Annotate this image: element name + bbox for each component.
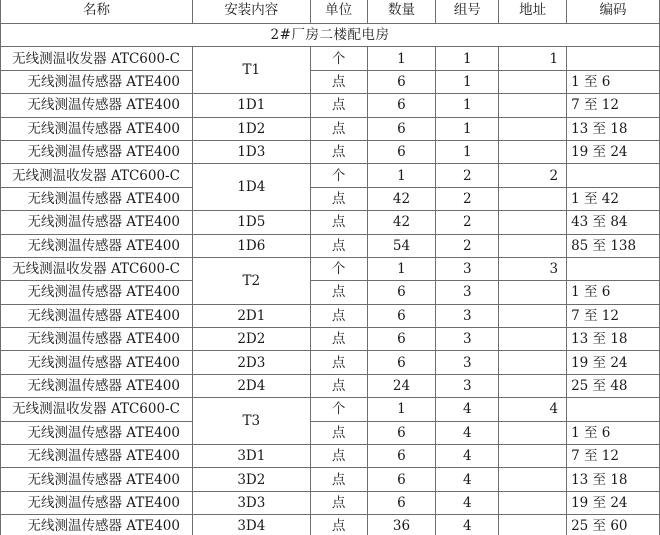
cell-address[interactable] [499,468,567,491]
cell-quantity[interactable]: 6 [367,445,436,468]
cell-name[interactable]: 无线测温传感器 ATE400 [1,515,193,535]
cell-quantity[interactable]: 6 [367,351,436,374]
cell-address[interactable] [499,445,567,468]
table-row [1,70,660,93]
cell-code[interactable]: 13 至 18 [567,468,660,491]
cell-group[interactable]: 2 [436,164,499,187]
cell-unit[interactable]: 点 [310,328,367,351]
cell-name[interactable]: 无线测温传感器 ATE400 [1,304,193,327]
table-row [1,328,660,351]
table-row [1,164,660,187]
cell-group[interactable]: 3 [436,328,499,351]
cell-group[interactable]: 2 [436,234,499,257]
cell-quantity[interactable]: 6 [367,491,436,514]
cell-group[interactable]: 3 [436,374,499,397]
cell-name[interactable]: 无线测温传感器 ATE400 [1,445,193,468]
cell-group[interactable]: 2 [436,187,499,210]
cell-address[interactable]: 3 [499,257,567,280]
cell-code[interactable]: 25 至 48 [567,374,660,397]
table-row [1,211,660,234]
cell-address[interactable]: 1 [499,47,567,70]
cell-name[interactable]: 无线测温传感器 ATE400 [1,211,193,234]
cell-group[interactable]: 4 [436,515,499,535]
cell-quantity[interactable]: 6 [367,94,436,117]
cell-name[interactable]: 无线测温传感器 ATE400 [1,468,193,491]
cell-address[interactable] [499,491,567,514]
cell-name[interactable]: 无线测温传感器 ATE400 [1,421,193,444]
cell-location[interactable]: 2D1 [192,304,310,327]
cell-unit[interactable]: 点 [310,94,367,117]
cell-quantity[interactable]: 6 [367,70,436,93]
cell-name[interactable]: 无线测温收发器 ATC600-C [1,257,193,280]
cell-group[interactable]: 4 [436,491,499,514]
cell-code[interactable]: 1 至 6 [567,421,660,444]
cell-code[interactable]: 19 至 24 [567,351,660,374]
cell-unit[interactable]: 个 [310,257,367,280]
cell-unit[interactable]: 点 [310,304,367,327]
cell-location[interactable]: 3D2 [192,468,310,491]
cell-unit[interactable]: 点 [310,515,367,535]
cell-name[interactable]: 无线测温传感器 ATE400 [1,281,193,304]
header-row [1,0,660,24]
cell-address[interactable]: 2 [499,164,567,187]
cell-address[interactable] [499,117,567,140]
cell-name[interactable]: 无线测温传感器 ATE400 [1,328,193,351]
cell-location[interactable]: 1D4 [192,164,310,211]
cell-address[interactable] [499,187,567,210]
cell-group[interactable]: 1 [436,140,499,163]
cell-unit[interactable]: 点 [310,211,367,234]
cell-name[interactable]: 无线测温收发器 ATC600-C [1,398,193,421]
section-row [1,24,660,47]
cell-unit[interactable]: 点 [310,421,367,444]
cell-address[interactable] [499,421,567,444]
cell-location[interactable]: 2D3 [192,351,310,374]
cell-name[interactable]: 无线测温传感器 ATE400 [1,117,193,140]
table-row [1,47,660,70]
cell-location[interactable]: 3D1 [192,445,310,468]
cell-unit[interactable]: 点 [310,351,367,374]
cell-location[interactable]: 1D6 [192,234,310,257]
header-address[interactable]: 地址 [499,0,567,24]
cell-name[interactable]: 无线测温传感器 ATE400 [1,234,193,257]
cell-group[interactable]: 3 [436,351,499,374]
cell-location[interactable]: T1 [192,47,310,94]
cell-quantity[interactable]: 36 [367,515,436,535]
table-row [1,304,660,327]
table-row [1,257,660,280]
cell-address[interactable] [499,374,567,397]
header-location[interactable]: 安装内容 [192,0,310,24]
table-row [1,187,660,210]
cell-unit[interactable]: 个 [310,164,367,187]
header-unit[interactable]: 单位 [310,0,367,24]
cell-name[interactable]: 无线测温收发器 ATC600-C [1,164,193,187]
cell-unit[interactable]: 点 [310,491,367,514]
cell-unit[interactable]: 点 [310,70,367,93]
table-row [1,117,660,140]
cell-unit[interactable]: 点 [310,468,367,491]
cell-code[interactable]: 19 至 24 [567,491,660,514]
cell-quantity[interactable]: 6 [367,328,436,351]
table-row [1,94,660,117]
header-name[interactable]: 名称 [1,0,193,24]
cell-code[interactable]: 85 至 138 [567,234,660,257]
cell-unit[interactable]: 个 [310,47,367,70]
header-code[interactable]: 编码 [567,0,660,24]
cell-unit[interactable]: 点 [310,445,367,468]
cell-quantity[interactable]: 1 [367,164,436,187]
table-row [1,351,660,374]
cell-group[interactable]: 1 [436,47,499,70]
cell-unit[interactable]: 点 [310,117,367,140]
cell-quantity[interactable]: 54 [367,234,436,257]
cell-quantity[interactable]: 6 [367,140,436,163]
cell-location[interactable]: 1D5 [192,211,310,234]
cell-group[interactable]: 1 [436,70,499,93]
cell-unit[interactable]: 点 [310,140,367,163]
table-row [1,421,660,444]
table-row [1,281,660,304]
cell-name[interactable]: 无线测温收发器 ATC600-C [1,47,193,70]
cell-address[interactable] [499,211,567,234]
cell-code[interactable]: 7 至 12 [567,445,660,468]
cell-name[interactable]: 无线测温传感器 ATE400 [1,187,193,210]
cell-code[interactable] [567,164,660,187]
cell-unit[interactable]: 个 [310,398,367,421]
cell-code[interactable]: 1 至 42 [567,187,660,210]
cell-location[interactable]: 3D4 [192,515,310,535]
cell-location[interactable]: 1D2 [192,117,310,140]
cell-code[interactable]: 13 至 18 [567,328,660,351]
cell-code[interactable]: 7 至 12 [567,304,660,327]
table-row [1,374,660,397]
cell-address[interactable] [499,515,567,535]
cell-name[interactable]: 无线测温传感器 ATE400 [1,140,193,163]
cell-location[interactable]: 2D4 [192,374,310,397]
cell-code[interactable]: 13 至 18 [567,117,660,140]
cell-quantity[interactable]: 1 [367,257,436,280]
cell-location[interactable]: 1D3 [192,140,310,163]
cell-group[interactable]: 3 [436,281,499,304]
cell-location[interactable]: 2D2 [192,328,310,351]
cell-unit[interactable]: 点 [310,374,367,397]
cell-quantity[interactable]: 6 [367,117,436,140]
cell-unit[interactable]: 点 [310,281,367,304]
header-quantity[interactable]: 数量 [367,0,436,24]
cell-name[interactable]: 无线测温传感器 ATE400 [1,374,193,397]
cell-quantity[interactable]: 24 [367,374,436,397]
cell-quantity[interactable]: 1 [367,47,436,70]
cell-group[interactable]: 3 [436,304,499,327]
cell-code[interactable] [567,47,660,70]
cell-address[interactable] [499,140,567,163]
cell-name[interactable]: 无线测温传感器 ATE400 [1,491,193,514]
cell-quantity[interactable]: 6 [367,281,436,304]
cell-code[interactable]: 1 至 6 [567,281,660,304]
cell-address[interactable] [499,328,567,351]
cell-address[interactable]: 4 [499,398,567,421]
table-row [1,140,660,163]
cell-quantity[interactable]: 6 [367,304,436,327]
cell-group[interactable]: 4 [436,421,499,444]
cell-group[interactable]: 4 [436,468,499,491]
header-group[interactable]: 组号 [436,0,499,24]
cell-location[interactable]: T2 [192,257,310,304]
cell-address[interactable] [499,281,567,304]
cell-address[interactable] [499,94,567,117]
cell-quantity[interactable]: 42 [367,211,436,234]
cell-code[interactable]: 19 至 24 [567,140,660,163]
cell-location[interactable]: 3D3 [192,491,310,514]
cell-quantity[interactable]: 6 [367,468,436,491]
cell-address[interactable] [499,304,567,327]
cell-name[interactable]: 无线测温传感器 ATE400 [1,70,193,93]
cell-quantity[interactable]: 6 [367,421,436,444]
cell-group[interactable]: 4 [436,398,499,421]
cell-location[interactable]: 1D1 [192,94,310,117]
cell-unit[interactable]: 点 [310,187,367,210]
cell-group[interactable]: 3 [436,257,499,280]
cell-unit[interactable]: 点 [310,234,367,257]
cell-group[interactable]: 1 [436,117,499,140]
table-row [1,445,660,468]
cell-address[interactable] [499,70,567,93]
table-row [1,468,660,491]
table-row [1,515,660,535]
cell-code[interactable] [567,257,660,280]
cell-code[interactable]: 25 至 60 [567,515,660,535]
cell-code[interactable] [567,398,660,421]
cell-code[interactable]: 43 至 84 [567,211,660,234]
cell-group[interactable]: 2 [436,211,499,234]
cell-quantity[interactable]: 1 [367,398,436,421]
cell-name[interactable]: 无线测温传感器 ATE400 [1,351,193,374]
cell-code[interactable]: 1 至 6 [567,70,660,93]
cell-code[interactable]: 7 至 12 [567,94,660,117]
cell-group[interactable]: 1 [436,94,499,117]
cell-group[interactable]: 4 [436,445,499,468]
table-row [1,398,660,421]
cell-quantity[interactable]: 42 [367,187,436,210]
cell-address[interactable] [499,234,567,257]
table-row [1,491,660,514]
section-title[interactable]: 2#厂房二楼配电房 [1,24,660,47]
table-row [1,234,660,257]
cell-address[interactable] [499,351,567,374]
cell-name[interactable]: 无线测温传感器 ATE400 [1,94,193,117]
cell-location[interactable]: T3 [192,398,310,445]
